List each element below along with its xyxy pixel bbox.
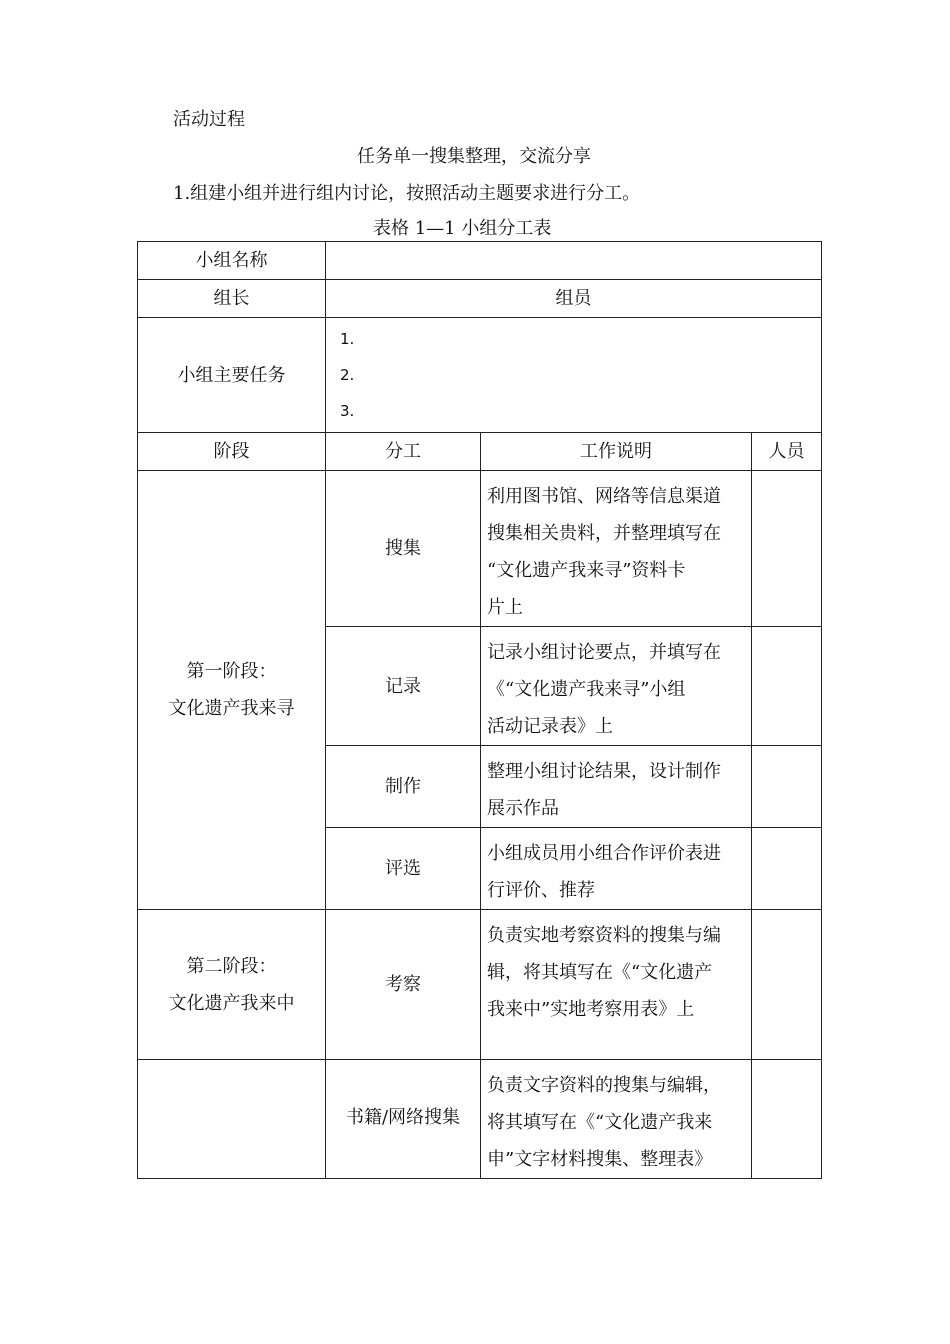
empty-stage-cell — [138, 1060, 326, 1179]
stage2-name: 文化遗产我来中 — [168, 992, 295, 1014]
stage1-cell — [138, 471, 326, 910]
stage2-label: 第二阶段： — [186, 955, 277, 977]
personnel-cell — [752, 627, 822, 746]
personnel-cell — [752, 746, 822, 828]
section-heading: 活动过程 — [173, 109, 245, 130]
task-item: 3. — [340, 402, 355, 420]
instruction-text: 1.组建小组并进行组内讨论，按照活动主题要求进行分工。 — [173, 183, 641, 204]
header-division: 分工 — [326, 433, 481, 471]
description-line: 申”文字材料搜集、整理表》 — [487, 1149, 713, 1170]
table-row — [138, 280, 822, 318]
division-cell: 书籍/网络搜集 — [326, 1060, 481, 1179]
header-personnel: 人员 — [752, 433, 822, 471]
table-header-row — [138, 433, 822, 471]
division-cell: 搜集 — [326, 471, 481, 627]
description-line: “文化遗产我来寻”资料卡 — [487, 560, 686, 581]
description-line: 行评价、推荐 — [487, 880, 595, 901]
table-row — [138, 318, 822, 433]
description-line: 辑，将其填写在《“文化遗产 — [487, 962, 713, 983]
personnel-cell — [752, 828, 822, 910]
description-line: 展示作品 — [487, 798, 559, 819]
personnel-cell — [752, 471, 822, 627]
description-line: 搜集相关贵料，并整理填写在 — [487, 523, 721, 544]
description-cell — [481, 471, 752, 627]
personnel-cell — [752, 910, 822, 1060]
header-description: 工作说明 — [481, 433, 752, 471]
group-name-label: 小组名称 — [138, 242, 326, 280]
group-name-value — [326, 242, 822, 280]
table-caption: 表格 1—1 小组分工表 — [373, 218, 552, 239]
task-item: 1. — [340, 330, 355, 348]
division-table — [137, 241, 822, 1179]
description-line: 片上 — [487, 597, 523, 618]
description-cell — [481, 1060, 752, 1179]
table-row — [138, 1060, 822, 1179]
header-stage: 阶段 — [138, 433, 326, 471]
description-line: 负责实地考察资料的搜集与编 — [487, 925, 721, 946]
description-line: 负责文字资料的搜集与编辑， — [487, 1075, 721, 1096]
division-cell: 制作 — [326, 746, 481, 828]
personnel-cell — [752, 1060, 822, 1179]
stage2-cell — [138, 910, 326, 1060]
description-cell — [481, 627, 752, 746]
description-line: 将其填写在《“文化遗产我来 — [487, 1112, 713, 1133]
task-subheading: 任务单一搜集整理，交流分享 — [357, 146, 591, 167]
description-line: 我来中”实地考察用表》上 — [487, 999, 695, 1020]
description-line: 小组成员用小组合作评价表进 — [487, 843, 721, 864]
description-line: 整理小组讨论结果，设计制作 — [487, 761, 721, 782]
description-cell — [481, 828, 752, 910]
main-tasks-list — [326, 318, 822, 433]
description-cell — [481, 746, 752, 828]
task-item: 2. — [340, 366, 355, 384]
description-line: 记录小组讨论要点，并填写在 — [487, 642, 721, 663]
division-cell: 评选 — [326, 828, 481, 910]
description-cell — [481, 910, 752, 1060]
leader-label: 组长 — [138, 280, 326, 318]
division-cell: 记录 — [326, 627, 481, 746]
division-cell: 考察 — [326, 910, 481, 1060]
description-line: 利用图书馆、网络等信息渠道 — [487, 486, 721, 507]
table-row — [138, 910, 822, 1060]
members-label: 组员 — [326, 280, 822, 318]
description-line: 《“文化遗产我来寻”小组 — [487, 679, 686, 700]
main-tasks-label: 小组主要任务 — [138, 318, 326, 433]
table-row — [138, 471, 822, 627]
stage1-label: 第一阶段： — [186, 661, 277, 682]
description-line: 活动记录表》上 — [487, 716, 613, 737]
stage1-name: 文化遗产我来寻 — [168, 698, 295, 719]
table-row — [138, 242, 822, 280]
